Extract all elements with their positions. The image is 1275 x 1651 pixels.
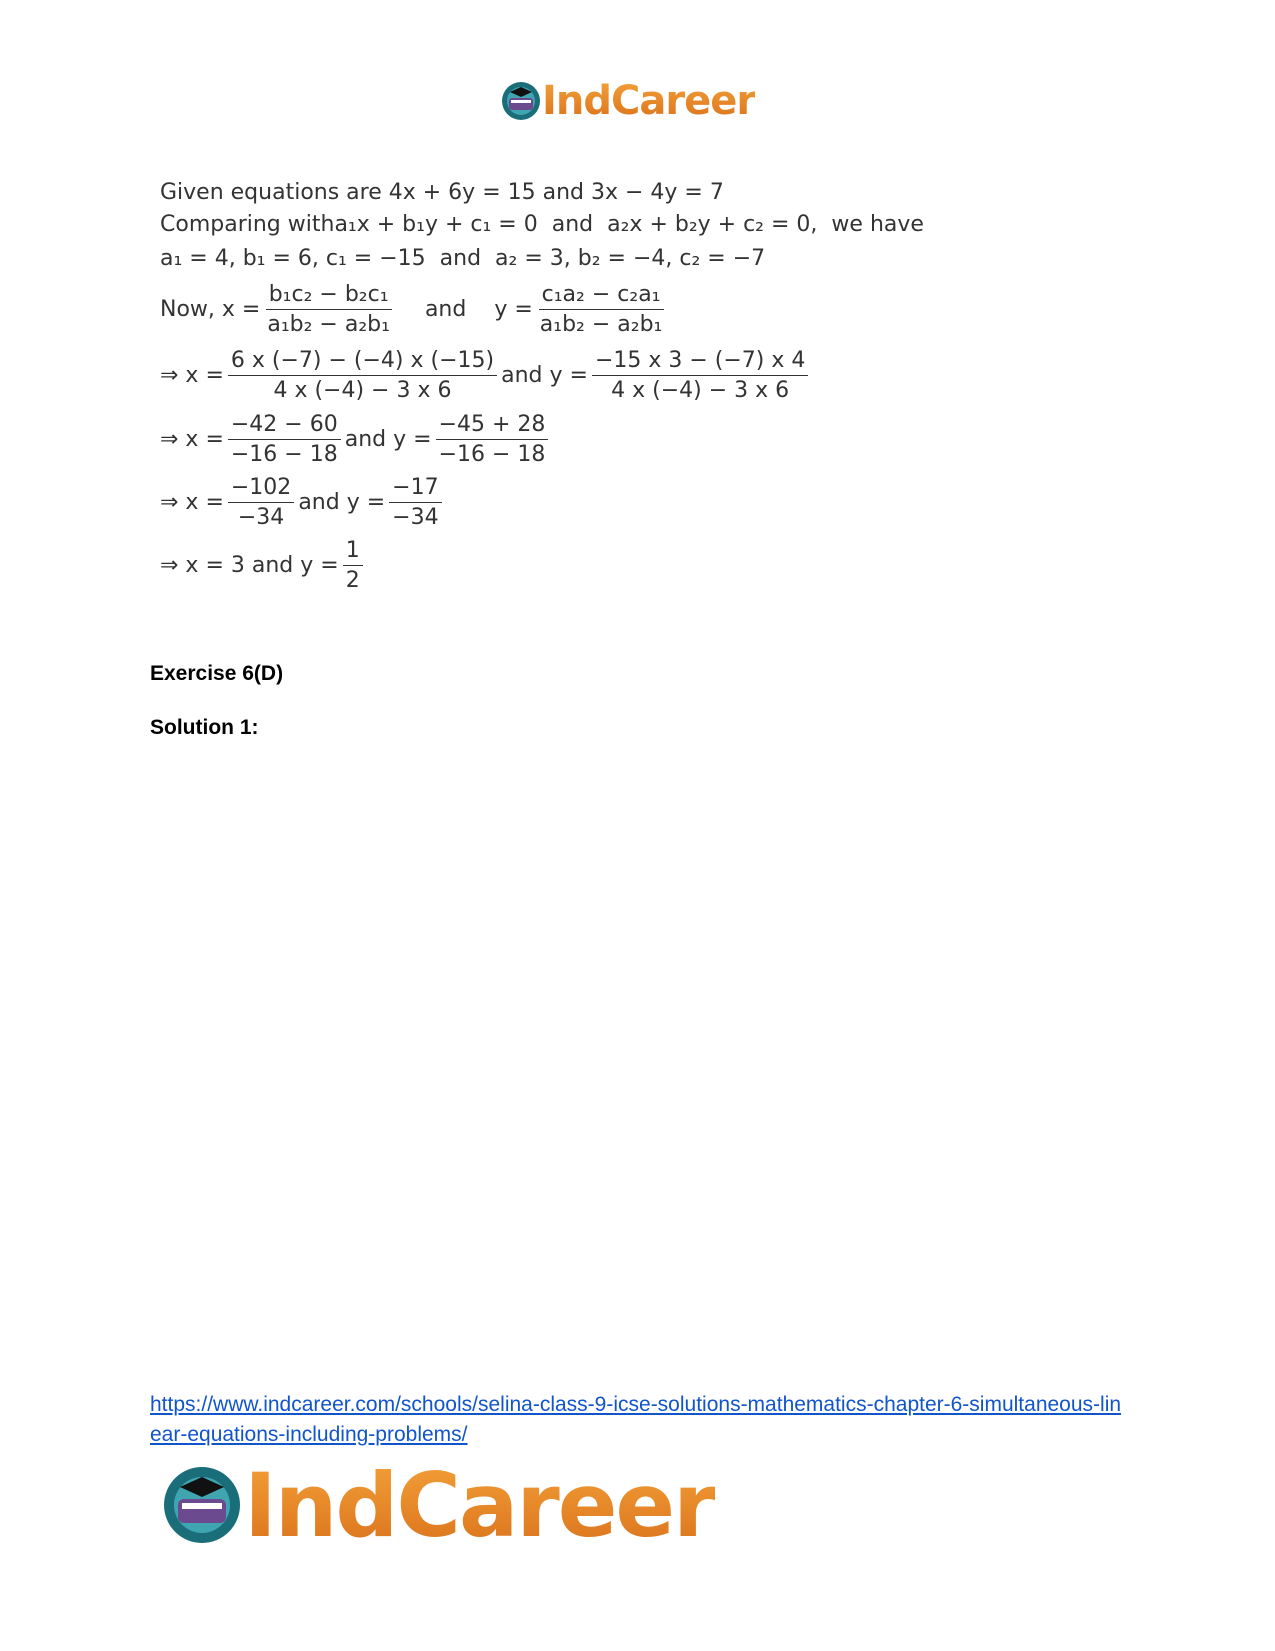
x-simplify-fraction bbox=[228, 412, 341, 468]
footer-logo bbox=[160, 1455, 715, 1555]
indcareer-logo-icon bbox=[500, 80, 542, 122]
y-formula-numerator: c₁a₂ − c₂a₁ bbox=[539, 282, 664, 310]
math-line-formula bbox=[160, 282, 669, 338]
math-line-simplify-2 bbox=[160, 475, 446, 531]
implies-x-label: ⇒ x = bbox=[160, 427, 224, 453]
y-final-fraction bbox=[343, 538, 363, 594]
and-y-label: and y = bbox=[344, 427, 432, 453]
and-y-label: and y = bbox=[298, 490, 386, 516]
y-final-numerator: 1 bbox=[343, 538, 363, 566]
y-label: y = bbox=[494, 297, 533, 323]
given-equations: Given equations are 4x + 6y = 15 and 3x − 4y = 7 bbox=[160, 180, 724, 205]
solution-heading: Solution 1: bbox=[150, 716, 259, 739]
y-substitution-denominator: 4 x (−4) − 3 x 6 bbox=[611, 378, 790, 404]
footer-source-link[interactable]: https://www.indcareer.com/schools/selina-class-9-icse-solutions-mathematics-chapter-6-simultaneous-linear-equations-including-problems/ bbox=[150, 1393, 1122, 1446]
math-line-coefficients bbox=[160, 246, 765, 271]
math-line-substitution bbox=[160, 348, 812, 404]
x-simplify-denominator: −16 − 18 bbox=[230, 442, 338, 468]
x-substitution-numerator: 6 x (−7) − (−4) x (−15) bbox=[228, 348, 497, 376]
and-text: and bbox=[551, 212, 594, 237]
general-equation-1: a₁x + b₁y + c₁ = 0 bbox=[334, 212, 538, 237]
x-result-numerator: −102 bbox=[228, 475, 294, 503]
y-substitution-numerator: −15 x 3 − (−7) x 4 bbox=[592, 348, 808, 376]
y-formula-denominator: a₁b₂ − a₂b₁ bbox=[539, 312, 663, 338]
general-equation-2: a₂x + b₂y + c₂ = 0, bbox=[607, 212, 818, 237]
coefficients-eq2: a₂ = 3, b₂ = −4, c₂ = −7 bbox=[495, 246, 766, 271]
brand-name: IndCareer bbox=[244, 1453, 715, 1557]
math-line-given bbox=[160, 180, 724, 205]
and-y-label: and y = bbox=[501, 363, 588, 389]
indcareer-logo-icon bbox=[160, 1463, 244, 1547]
final-answer-text: ⇒ x = 3 and y = bbox=[160, 553, 339, 579]
math-line-simplify-1 bbox=[160, 412, 552, 468]
brand-name: IndCareer bbox=[542, 78, 756, 124]
x-result-fraction bbox=[228, 475, 294, 531]
y-result-denominator: −34 bbox=[392, 505, 439, 531]
y-simplify-denominator: −16 − 18 bbox=[438, 442, 546, 468]
y-result-fraction bbox=[389, 475, 441, 531]
y-result-numerator: −17 bbox=[389, 475, 441, 503]
y-final-denominator: 2 bbox=[345, 568, 360, 594]
now-x-label: Now, x = bbox=[160, 297, 261, 323]
x-substitution-fraction bbox=[228, 348, 497, 404]
exercise-heading: Exercise 6(D) bbox=[150, 662, 284, 685]
math-line-comparing bbox=[160, 212, 924, 237]
and-text: and bbox=[439, 246, 482, 271]
y-simplify-numerator: −45 + 28 bbox=[436, 412, 549, 440]
x-substitution-denominator: 4 x (−4) − 3 x 6 bbox=[273, 378, 452, 404]
math-line-answer bbox=[160, 538, 367, 594]
y-simplify-fraction bbox=[436, 412, 549, 468]
comparing-prefix: Comparing with bbox=[160, 212, 335, 237]
x-formula-denominator: a₁b₂ − a₂b₁ bbox=[267, 312, 390, 338]
we-have-text: we have bbox=[831, 212, 924, 237]
y-formula-fraction bbox=[537, 282, 666, 338]
and-text: and bbox=[424, 297, 467, 323]
implies-x-label: ⇒ x = bbox=[160, 363, 224, 389]
x-result-denominator: −34 bbox=[237, 505, 285, 531]
x-simplify-numerator: −42 − 60 bbox=[228, 412, 341, 440]
implies-x-label: ⇒ x = bbox=[160, 490, 224, 516]
header-logo bbox=[500, 78, 755, 124]
x-formula-numerator: b₁c₂ − b₂c₁ bbox=[266, 282, 392, 310]
y-substitution-fraction bbox=[592, 348, 808, 404]
coefficients-eq1: a₁ = 4, b₁ = 6, c₁ = −15 bbox=[160, 246, 426, 271]
x-formula-fraction bbox=[264, 282, 393, 338]
